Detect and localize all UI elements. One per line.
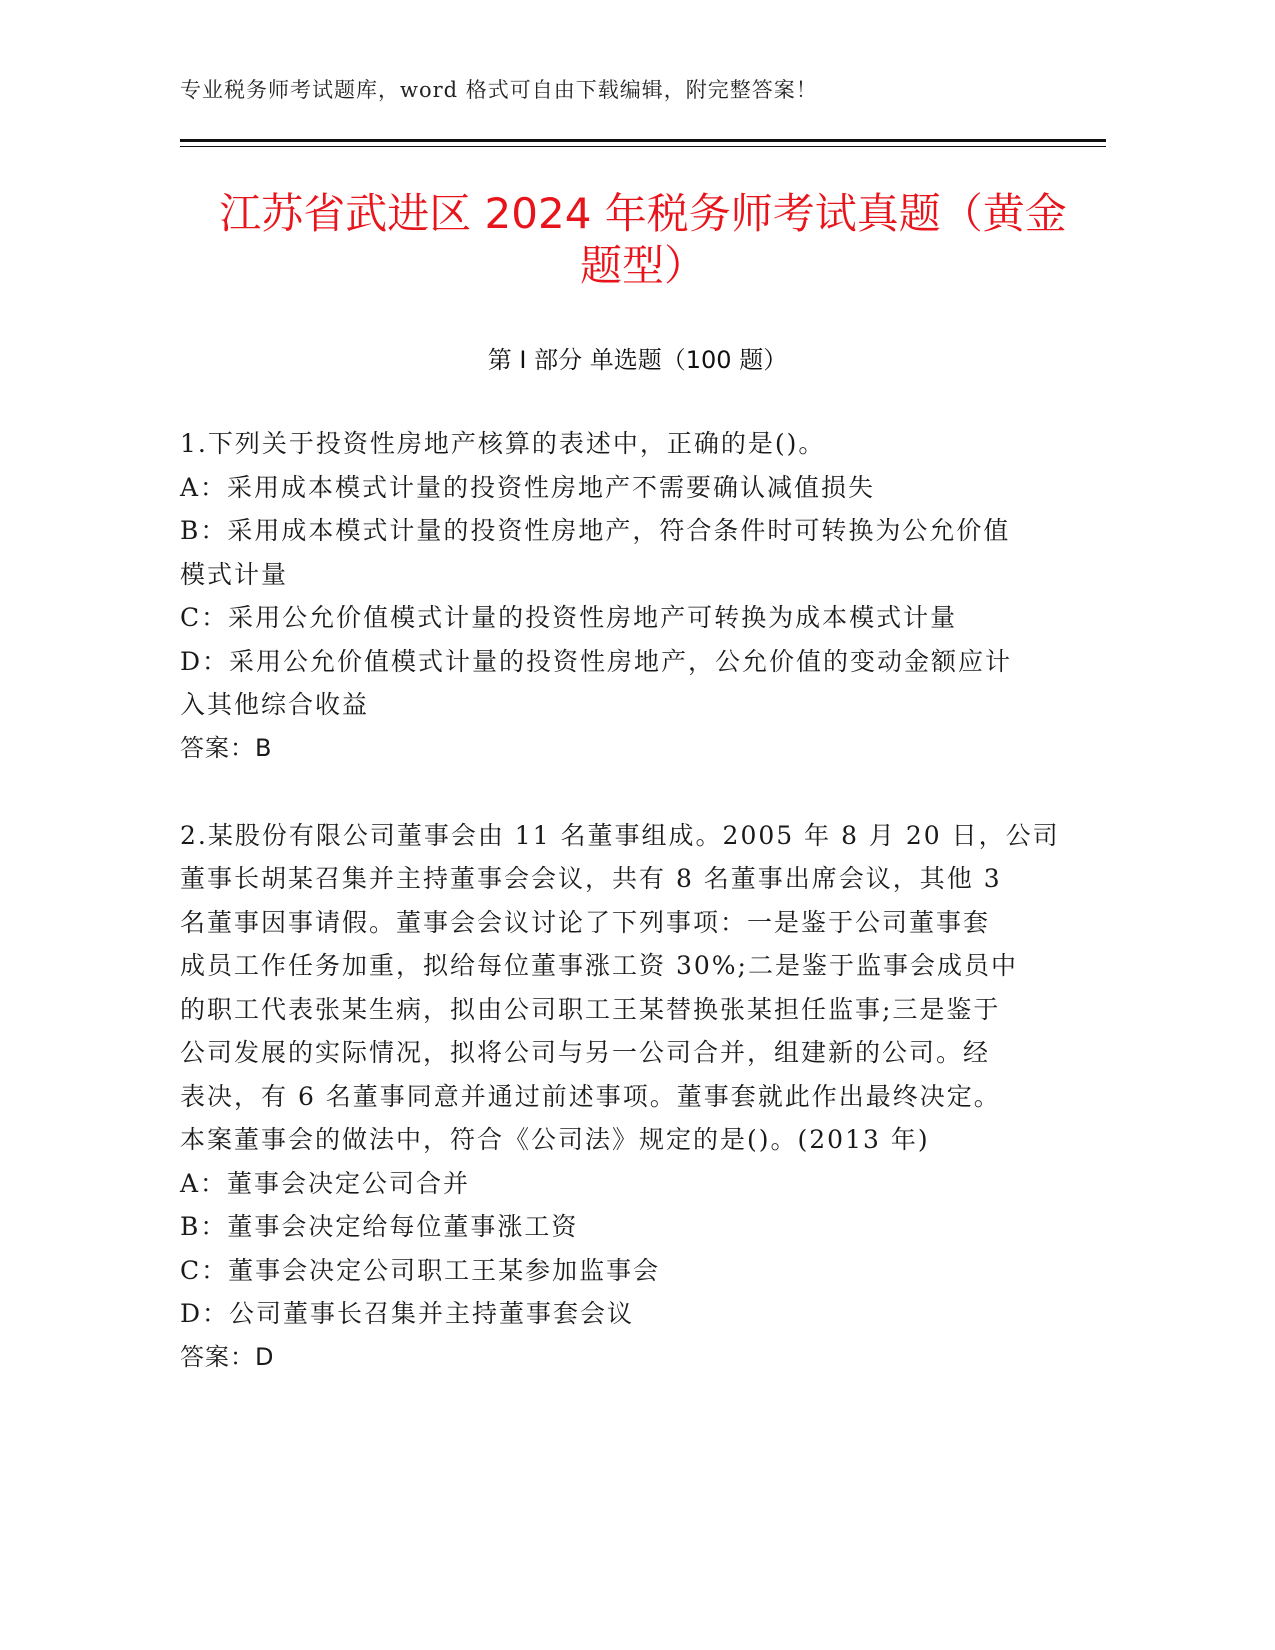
header-note: 专业税务师考试题库，word 格式可自由下载编辑，附完整答案！ (180, 78, 818, 102)
question-stem-line: 名董事因事请假。董事会会议讨论了下列事项：一是鉴于公司董事套 (180, 907, 991, 937)
question-block (180, 814, 1060, 1380)
question-stem-line: 成员工作任务加重，拟给每位董事涨工资 30%;二是鉴于监事会成员中 (180, 951, 1018, 980)
question-stem-line: 2.某股份有限公司董事会由 11 名董事组成。2005 年 8 月 20 日，公司 (180, 820, 1060, 850)
document-title (175, 188, 1111, 292)
question-stem-line: 表决，有 6 名董事同意并通过前述事项。董事套就此作出最终决定。 (180, 1081, 1001, 1111)
answer-label: 答案：D (180, 1342, 275, 1371)
option-b: B：董事会决定给每位董事涨工资 (180, 1212, 579, 1241)
option-d: D：采用公允价值模式计量的投资性房地产，公允价值的变动金额应计 (180, 646, 1013, 676)
question-list (180, 422, 1060, 1379)
option-d-continued: 入其他综合收益 (180, 690, 370, 719)
option-d: D：公司董事长召集并主持董事套会议 (180, 1299, 635, 1328)
spacer (180, 770, 1040, 814)
option-c: C：董事会决定公司职工王某参加监事会 (180, 1255, 661, 1285)
question-stem-line: 1.下列关于投资性房地产核算的表述中，正确的是()。 (180, 429, 826, 458)
header-rule-thin (180, 146, 1106, 147)
question-stem-line: 董事长胡某召集并主持董事会会议，共有 8 名董事出席会议，其他 3 (180, 864, 1002, 893)
option-b-continued: 模式计量 (180, 559, 289, 589)
option-a: A：董事会决定公司合并 (180, 1168, 471, 1198)
question-stem-line: 本案董事会的做法中，符合《公司法》规定的是()。(2013 年) (180, 1125, 930, 1154)
answer-label: 答案：B (180, 733, 273, 762)
title-line-2: 题型） (579, 241, 706, 290)
question-stem-line: 的职工代表张某生病，拟由公司职工王某替换张某担任监事;三是鉴于 (180, 994, 1001, 1024)
header-rule-thick (180, 139, 1106, 142)
title-line-1: 江苏省武进区 2024 年税务师考试真题（黄金 (219, 189, 1067, 238)
question-block (180, 422, 1040, 770)
option-a: A：采用成本模式计量的投资性房地产不需要确认减值损失 (180, 472, 876, 502)
option-b: B：采用成本模式计量的投资性房地产，符合条件时可转换为公允价值 (180, 516, 1011, 545)
option-c: C：采用公允价值模式计量的投资性房地产可转换为成本模式计量 (180, 603, 958, 632)
section-title: 第 I 部分 单选题（100 题） (487, 346, 788, 374)
question-stem-line: 公司发展的实际情况，拟将公司与另一公司合并，组建新的公司。经 (180, 1038, 991, 1067)
